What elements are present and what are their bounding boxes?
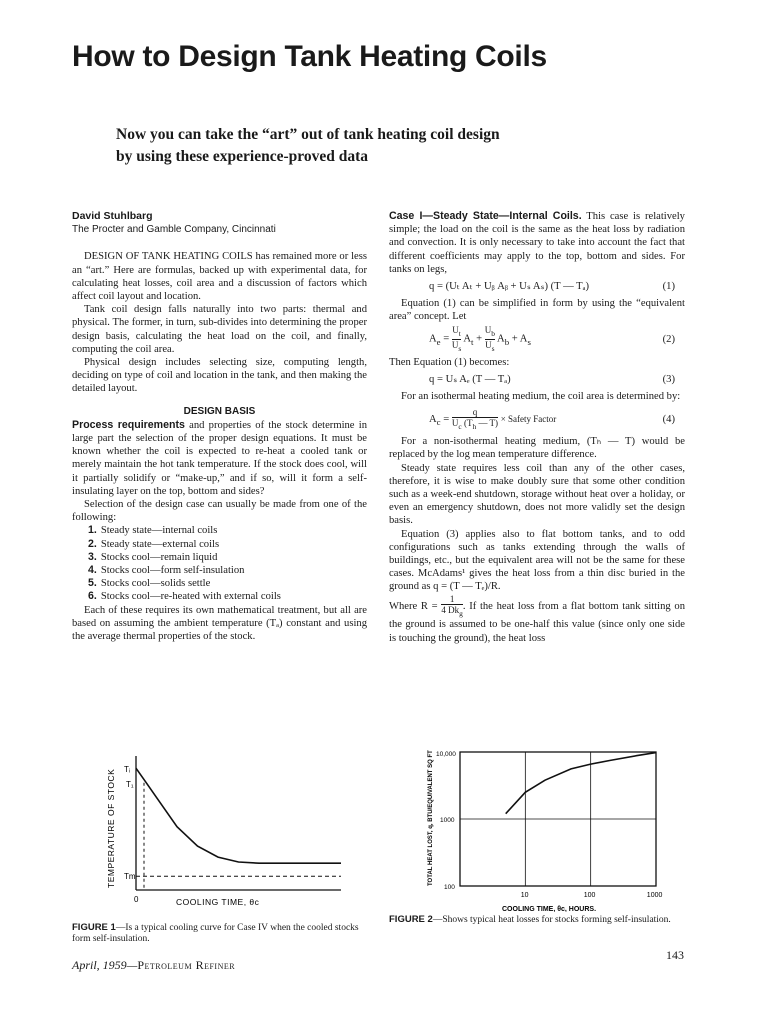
- design-case-item: [88, 577, 367, 590]
- y-tick-label: 10,000: [436, 751, 456, 758]
- figure-1-caption: [72, 922, 368, 945]
- where-tail: . If the heat loss from a flat bottom tank sitting on the ground is assumed to be one-half this value (since only one side is touching the ground), the heat loss: [389, 600, 685, 644]
- design-case-text: Steady state—internal coils: [100, 525, 218, 537]
- design-case-number: 1.: [88, 524, 97, 537]
- heat-loss-curve-line: [506, 753, 656, 814]
- design-case-item: [88, 564, 367, 577]
- figure-2-chart: [420, 744, 670, 912]
- design-case-number: 6.: [88, 590, 97, 603]
- equation-2-body: $A_e$ = $U_t$ $U_s$ $A_t$ + $U_b$ $U_s$ $A_b + A_s$: [429, 325, 531, 353]
- y-tick-label: Tm: [124, 872, 136, 882]
- x-tick-label: 0: [134, 895, 139, 904]
- case-one-text: This case is relatively simple; the load on the coil is the same as the heat loss by radiation and convection. It is only necessary to take into account the fact that different coefficients may apply to the top, bottom and sides. For tanks on legs,: [389, 211, 685, 275]
- design-case-number: 5.: [88, 577, 97, 590]
- paragraph-thermal-physical: Tank coil design falls naturally into two parts: thermal and physical. The former, in turn, sub-divides into determining the proper design basis, calculating the heat load on the coil, and finally, computing the coil area.: [72, 304, 367, 355]
- x-tick-label: 1000: [646, 892, 663, 899]
- design-case-item: [88, 524, 367, 537]
- y-axis-label: TEMPERATURE OF STOCK: [106, 768, 116, 888]
- right-column: [389, 210, 685, 645]
- equation-4: [389, 407, 685, 431]
- case-one-lead: Case I—Steady State—Internal Coils.: [389, 210, 582, 222]
- figure-1-caption-lead: FIGURE 1: [72, 922, 116, 933]
- article-subtitle: Now you can take the “art” out of tank heating coil design by using these experience-proved data: [116, 126, 500, 165]
- paragraph-process-requirements: [72, 419, 367, 498]
- figure-2-caption-text: —Shows typical heat losses for stocks forming self-insulation.: [432, 915, 671, 925]
- paragraph-then: Then Equation (1) becomes:: [389, 356, 510, 368]
- figure-1-chart: [96, 744, 371, 920]
- design-case-text: Stocks cool—re-heated with external coils: [100, 591, 281, 603]
- equation-4-body: $A_c$ = q $U_c$ ($T_h$ — T) × Safety Factor: [429, 406, 557, 431]
- design-case-number: 4.: [88, 564, 97, 577]
- x-tick-label: 100: [583, 892, 596, 899]
- design-case-text: Stocks cool—form self-insulation: [100, 565, 245, 577]
- x-axis-label: COOLING TIME, θc: [176, 897, 260, 907]
- design-case-list: [72, 524, 367, 603]
- equation-1-body: q = (Uₜ Aₜ + Uᵦ Aᵦ + Uₛ Aₛ) (T — Tₐ): [429, 281, 590, 293]
- design-case-text: Stocks cool—solids settle: [100, 578, 211, 590]
- paragraph-where: Where R = 1 4 $Dk_g$. If the heat loss from a flat bottom tank sitting on the ground is assumed to be one-half this value (since only one side is touching the ground), the heat loss: [389, 593, 685, 644]
- paragraph-steady-state: Steady state requires less coil than any of the other cases, therefore, it is wise to make doubly sure that some other condition such as a week-end shutdown, storage without heat over a holiday, or even an emergency shutdown, does not more validly set the design basis.: [389, 462, 685, 527]
- section-heading-design-basis: DESIGN BASIS: [183, 405, 256, 417]
- figure-2-plot: [428, 750, 662, 912]
- equation-1-number: (1): [662, 281, 675, 293]
- article-title: How to Design Tank Heating Coils: [72, 40, 547, 73]
- design-case-item: [88, 538, 367, 551]
- y-tick-label: Tᵢ: [124, 765, 131, 775]
- page-number: 143: [666, 948, 684, 962]
- cooling-curve-line: [136, 768, 341, 863]
- paragraph-assumptions: Each of these requires its own mathematical treatment, but all are based on assuming the ambient temperature (Tₐ) constant and using the average thermal properties of the stock.: [72, 604, 367, 643]
- figure-2-caption-lead: FIGURE 2: [389, 914, 433, 925]
- equation-3-number: (3): [662, 373, 675, 385]
- design-case-text: Steady state—external coils: [100, 538, 220, 550]
- y-tick-label: 1000: [440, 817, 455, 824]
- y-axis-label: TOTAL HEAT LOST, q, BTU/EQUIVALENT SQ FT: [428, 750, 434, 886]
- figure-1-plot: [106, 756, 341, 907]
- equation-4-number: (4): [662, 413, 675, 425]
- footer-date: April, 1959: [72, 958, 127, 972]
- author-name: David Stuhlbarg: [72, 210, 153, 222]
- page-footer: April, 1959—Petroleum Refiner: [72, 958, 236, 972]
- author-affiliation: The Procter and Gamble Company, Cincinnati: [72, 224, 276, 236]
- intro-paragraph: DESIGN OF TANK HEATING COILS has remained more or less an “art.” Here are formulas, backed up with experimental data, for calculating heat losses, coil area and a discussion of factors which affect coil layout and location.: [72, 251, 367, 303]
- paragraph-equation-3-applies: Equation (3) applies also to flat bottom tanks, and to odd configurations such as tanks extending through the walls of buildings, etc., but the equivalent area will not be the same for these cases. McAdams¹ gives the heat loss from a thin disc buried in the ground as q = (T — Tₑ)/R.: [389, 528, 685, 593]
- equation-1: [389, 280, 685, 293]
- paragraph-non-isothermal: For a non-isothermal heating medium, (Tₕ — T) would be replaced by the log mean temperature difference.: [389, 436, 685, 461]
- x-tick-label: 10: [520, 892, 529, 899]
- design-case-number: 2.: [88, 537, 97, 550]
- equation-3-body: q = Uₛ Aₑ (T — Tₐ): [429, 373, 511, 385]
- equation-4-factor: × Safety Factor: [500, 413, 557, 424]
- paragraph-isothermal: For an isothermal heating medium, the coil area is determined by:: [401, 391, 681, 403]
- process-requirements-lead: Process requirements: [72, 418, 185, 431]
- figure-2-caption: [389, 914, 685, 926]
- equation-3: [389, 373, 685, 386]
- design-case-item: [88, 551, 367, 564]
- design-case-number: 3.: [88, 550, 97, 563]
- y-tick-label: 100: [444, 884, 455, 891]
- paragraph-equivalent-area: Equation (1) can be simplified in form by using the “equivalent area” concept. Let: [389, 298, 685, 323]
- footer-publication: Petroleum Refiner: [137, 958, 236, 972]
- paragraph-selection: Selection of the design case can usually be made from one of the following:: [72, 499, 367, 524]
- equation-2-number: (2): [662, 334, 675, 346]
- design-case-item: [88, 590, 367, 603]
- figure-1-caption-text: —Is a typical cooling curve for Case IV when the cooled stocks form self-insulation.: [72, 923, 359, 944]
- left-column: [72, 210, 367, 643]
- paragraph-physical-design: Physical design includes selecting size, computing length, deciding on type of coil and location in the tank, and then making the detailed layout.: [72, 357, 367, 395]
- equation-2: [389, 325, 685, 353]
- process-requirements-text: and properties of the stock determine in large part the selection of the proper design equations. It must be known whether the coil is expected to re-heat a cooled tank or merely maintain the hot tank temperature. If the stock does cool, will it partially solidify or “make-up,” and if so, will it form a self-insulating layer on the top, bottom and sides?: [72, 419, 367, 497]
- paragraph-case-one: [389, 210, 685, 276]
- x-axis-label: COOLING TIME, θc, HOURS.: [502, 906, 597, 912]
- y-tick-label: T₁: [126, 779, 134, 789]
- design-case-text: Stocks cool—remain liquid: [100, 551, 218, 563]
